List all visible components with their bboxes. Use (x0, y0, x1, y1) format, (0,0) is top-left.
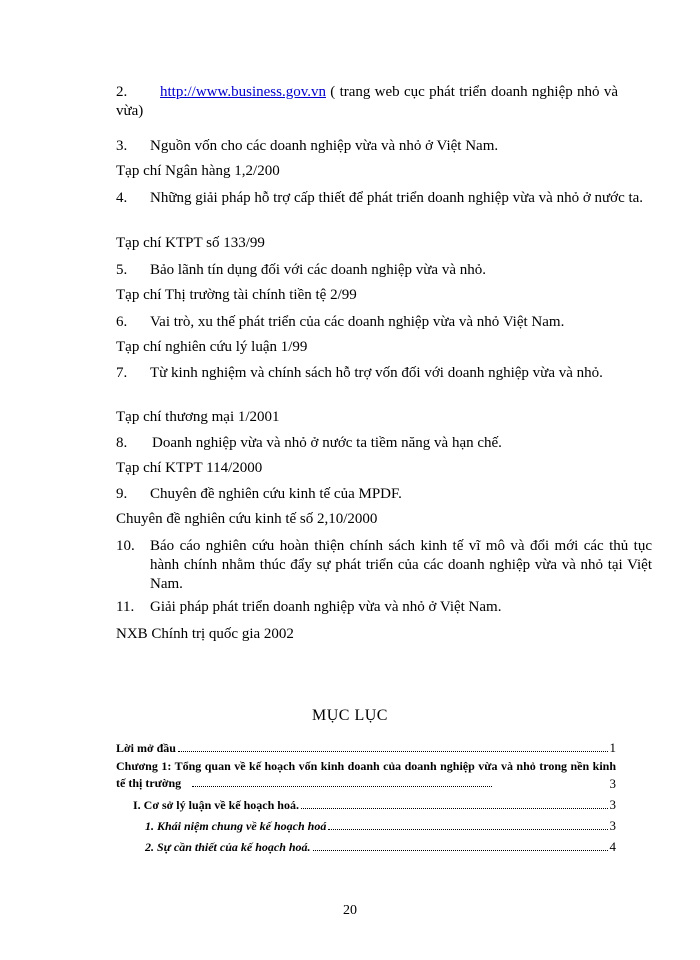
reference-text: Bảo lãnh tín dụng đối với các doanh nghiệp vừa và nhỏ. (150, 262, 486, 278)
toc-page: 1 (609, 740, 616, 755)
reference-number: 4. (116, 190, 128, 206)
reference-source: Tạp chí thương mại 1/2001 (116, 409, 280, 425)
reference-text: ( trang web cục phát triển doanh nghiệp nhỏ và vừa) (116, 84, 618, 119)
reference-source: Chuyên đề nghiên cứu kinh tế số 2,10/2000 (116, 511, 378, 527)
toc-page: 3 (609, 797, 616, 812)
reference-item (116, 313, 618, 332)
reference-text: Những giải pháp hỗ trợ cấp thiết để phát triển doanh nghiệp vừa và nhỏ ở nước ta. (150, 190, 644, 206)
reference-number: 2. (116, 84, 128, 100)
reference-source: Tạp chí KTPT số 133/99 (116, 235, 265, 251)
reference-number: 3. (116, 138, 128, 154)
toc-label: 2. Sự cần thiết của kế hoạch hoá. (145, 840, 311, 854)
reference-link[interactable]: http://www.business.gov.vn (160, 84, 326, 100)
toc-page: 3 (609, 776, 616, 791)
reference-number: 7. (116, 365, 128, 381)
reference-text: Báo cáo nghiên cứu hoàn thiện chính sách kinh tế vĩ mô và đổi mới các thủ tục hành chính nhằm thúc đẩy sự phát triển của các doanh nghiệp vừa và nhỏ tại Việt Nam. (150, 538, 652, 592)
reference-source: Tạp chí KTPT 114/2000 (116, 460, 263, 476)
reference-number: 6. (116, 314, 128, 330)
toc-leader (192, 785, 492, 787)
reference-item (116, 83, 618, 121)
toc-label: Chương 1: Tổng quan về kế hoạch vốn kinh doanh của doanh nghiệp vừa và nhỏ trong nền kinh tế thị trường (116, 759, 616, 790)
reference-item (116, 598, 618, 617)
reference-number: 11. (116, 599, 135, 615)
reference-source: NXB Chính trị quốc gia 2002 (116, 626, 294, 642)
toc-title: MỤC LỤC (312, 707, 388, 724)
reference-number: 10. (116, 538, 135, 554)
reference-item (116, 364, 652, 383)
reference-text: Từ kinh nghiệm và chính sách hỗ trợ vốn đối với doanh nghiệp vừa và nhỏ. (150, 365, 603, 381)
reference-item (116, 485, 618, 504)
reference-text: Vai trò, xu thế phát triển của các doanh nghiệp vừa và nhỏ Việt Nam. (150, 314, 565, 330)
reference-item (116, 537, 652, 594)
reference-source: Tạp chí nghiên cứu lý luận 1/99 (116, 339, 308, 355)
toc-leader (178, 750, 608, 752)
toc-leader (313, 849, 608, 851)
reference-item (116, 137, 618, 156)
toc-leader (328, 828, 607, 830)
toc-page: 3 (609, 818, 616, 833)
reference-text: Chuyên đề nghiên cứu kinh tế của MPDF. (150, 486, 402, 502)
reference-source: Tạp chí Thị trường tài chính tiền tệ 2/99 (116, 287, 357, 303)
reference-text: Doanh nghiệp vừa và nhỏ ở nước ta tiềm năng và hạn chế. (152, 435, 502, 451)
toc-page: 4 (609, 839, 616, 854)
toc-label: I. Cơ sở lý luận về kế hoạch hoá. (133, 798, 299, 812)
reference-number: 8. (116, 435, 128, 451)
toc-label: Lời mở đầu (116, 741, 176, 755)
reference-item (116, 434, 618, 453)
toc-entry-section-1[interactable] (133, 797, 616, 813)
toc-entry-sub-1[interactable] (145, 818, 616, 834)
toc-entry-chapter-1[interactable] (116, 758, 616, 792)
toc-entry-intro[interactable] (116, 740, 616, 756)
reference-text: Nguồn vốn cho các doanh nghiệp vừa và nhỏ ở Việt Nam. (150, 138, 499, 154)
reference-source: Tạp chí Ngân hàng 1,2/200 (116, 163, 280, 179)
toc-leader (301, 807, 608, 809)
reference-number: 5. (116, 262, 128, 278)
reference-text: Giải pháp phát triển doanh nghiệp vừa và nhỏ ở Việt Nam. (150, 599, 502, 615)
reference-item (116, 261, 618, 280)
toc-label: 1. Khái niệm chung về kế hoạch hoá (145, 819, 327, 833)
toc-entry-sub-2[interactable] (145, 839, 616, 855)
page-number: 20 (343, 903, 357, 918)
reference-number: 9. (116, 486, 128, 502)
reference-item (116, 189, 652, 208)
